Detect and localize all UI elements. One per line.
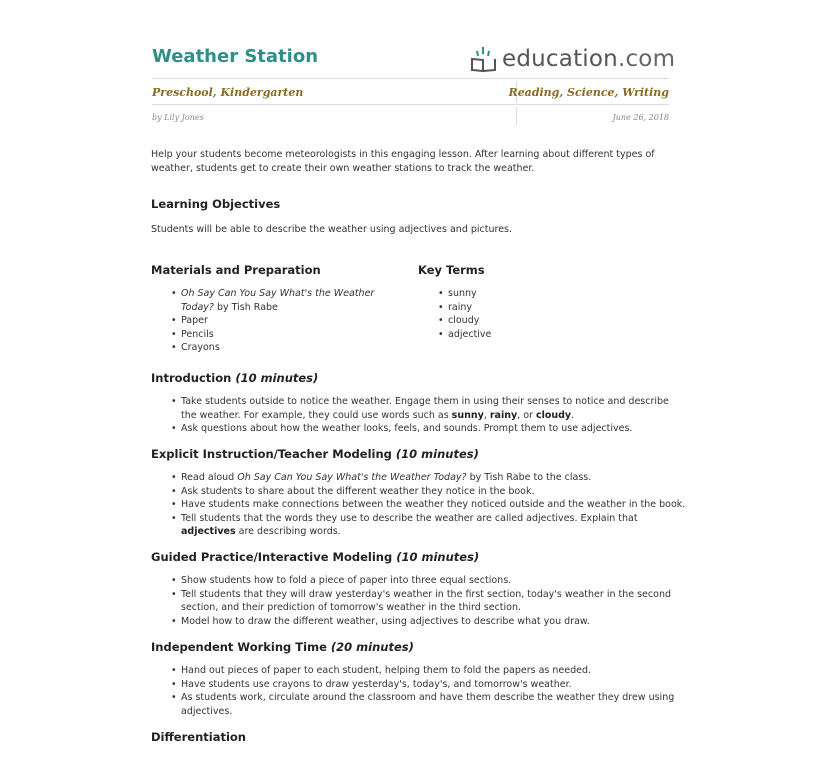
text-span: .	[571, 409, 575, 421]
meta-divider	[152, 104, 669, 105]
section-title: Guided Practice/Interactive Modeling	[151, 550, 393, 564]
grade-levels: Preschool, Kindergarten	[152, 86, 304, 99]
section-title: Introduction	[151, 371, 232, 385]
section-title: Explicit Instruction/Teacher Modeling	[151, 447, 392, 461]
list-item: • Show students how to fold a piece of paper into three equal sections.	[151, 574, 711, 588]
explicit-instruction-heading	[151, 447, 479, 461]
list-item: • cloudy	[418, 314, 618, 328]
list-item	[151, 588, 711, 615]
list-item	[151, 512, 711, 539]
key-terms-list	[418, 287, 618, 341]
logo-suffix: .com	[617, 46, 676, 72]
logo-wordmark	[502, 46, 675, 72]
guided-practice-list	[151, 574, 711, 628]
list-item: • Crayons	[151, 341, 411, 355]
education-logo[interactable]	[468, 42, 675, 76]
text-line: Tell students that the words they use to describe the weather are called adjectives. Explain that	[181, 512, 638, 524]
list-item: • Pencils	[151, 328, 411, 342]
keyword: sunny	[451, 409, 484, 421]
section-time: (10 minutes)	[235, 371, 319, 385]
list-item	[151, 287, 411, 314]
education-logo-icon	[468, 43, 502, 75]
introduction-heading	[151, 371, 318, 385]
book-title: Today?	[181, 301, 214, 313]
text-line: As students work, circulate around the classroom and have them describe the weather they drew using	[181, 692, 675, 703]
publish-date: June 26, 2018	[612, 113, 669, 122]
list-item: • Model how to draw the different weather, using adjectives to describe what you draw.	[151, 615, 711, 629]
text-span: by Tish Rabe to the class.	[466, 472, 592, 483]
book-title: Oh Say Can You Say What's the Weather	[181, 288, 375, 299]
text-line: Take students outside to notice the weather. Engage them in using their senses to notice and describe	[181, 396, 669, 407]
independent-work-list	[151, 664, 711, 718]
author-separator	[516, 107, 517, 125]
independent-work-heading	[151, 640, 414, 654]
text-line: adjectives.	[181, 705, 233, 717]
materials-list	[151, 287, 411, 355]
section-title: Independent Working Time	[151, 640, 327, 654]
list-item	[151, 471, 711, 485]
intro-line: Help your students become meteorologists in this engaging lesson. After learning about different types of	[151, 149, 655, 160]
list-item: • sunny	[418, 287, 618, 301]
list-item: • Have students make connections between the weather they noticed outside and the weather in the book.	[151, 498, 711, 512]
explicit-instruction-list	[151, 471, 711, 539]
text-line: Tell students that they will draw yesterday's weather in the first section, today's weather in the second	[181, 588, 671, 600]
keyword: cloudy	[535, 409, 572, 421]
list-item	[151, 691, 711, 718]
learning-objectives-heading: Learning Objectives	[151, 197, 281, 211]
text-span: are describing words.	[235, 526, 341, 537]
intro-paragraph	[151, 148, 691, 175]
keyword: adjectives	[181, 526, 236, 537]
introduction-list	[151, 395, 711, 436]
differentiation-heading: Differentiation	[151, 730, 246, 744]
list-item: • Have students use crayons to draw yesterday's, today's, and tomorrow's weather.	[151, 678, 711, 692]
list-item: • Hand out pieces of paper to each student, helping them to fold the papers as needed.	[151, 664, 711, 678]
text-span: Read aloud	[181, 472, 238, 483]
text-line: section, and their prediction of tomorrow's weather in the third section.	[181, 602, 522, 613]
logo-main: education	[502, 46, 618, 72]
text-span: , or	[517, 409, 536, 421]
section-time: (20 minutes)	[330, 640, 414, 654]
text-span: ,	[483, 409, 490, 421]
list-item: • Paper	[151, 314, 411, 328]
author: by Lily Jones	[152, 113, 204, 122]
list-item: • Ask students to share about the different weather they notice in the book.	[151, 485, 711, 499]
book-author: by Tish Rabe	[213, 301, 278, 313]
list-item: • rainy	[418, 301, 618, 315]
section-time: (10 minutes)	[395, 447, 479, 461]
text-span: the weather. For example, they could use words such as	[181, 409, 452, 421]
keyword: rainy	[489, 409, 518, 421]
intro-line: weather, students get to create their own weather stations to track the weather.	[151, 162, 535, 174]
book-title: Oh Say Can You Say What's the Weather Today?	[237, 472, 467, 483]
key-terms-heading: Key Terms	[418, 263, 485, 277]
list-item: • adjective	[418, 328, 618, 342]
section-time: (10 minutes)	[396, 550, 480, 564]
learning-objectives-text: Students will be able to describe the weather using adjectives and pictures.	[151, 224, 513, 235]
subjects: Reading, Science, Writing	[508, 86, 669, 99]
list-item: • Ask questions about how the weather looks, feels, and sounds. Prompt them to use adjectives.	[151, 422, 711, 436]
guided-practice-heading	[151, 550, 479, 564]
header-divider	[152, 78, 669, 79]
list-item	[151, 395, 711, 422]
page-title: Weather Station	[152, 46, 319, 67]
materials-heading: Materials and Preparation	[151, 263, 321, 277]
